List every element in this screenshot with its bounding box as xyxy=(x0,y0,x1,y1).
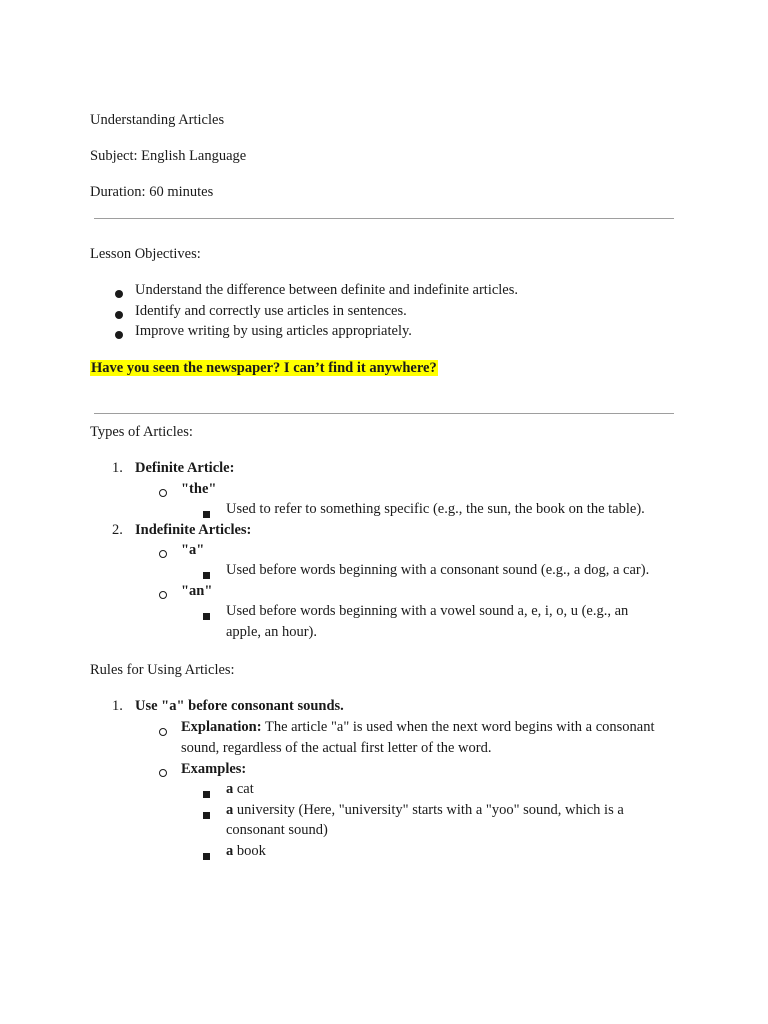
bullet-circle-icon xyxy=(159,765,167,782)
example-item xyxy=(226,780,254,798)
bullet-disc-icon xyxy=(115,327,123,344)
explanation-label: Explanation: xyxy=(181,719,262,735)
highlighted-text: Have you seen the newspaper? I can’t find it anywhere? xyxy=(91,360,437,376)
objectives-heading: Lesson Objectives: xyxy=(90,246,201,262)
examples-label: Examples: xyxy=(181,761,247,777)
bullet-square-icon xyxy=(203,848,210,865)
example-article: a xyxy=(226,781,234,797)
list-number: 2. xyxy=(112,522,123,538)
indefinite-articles-label: Indefinite Articles: xyxy=(135,522,252,538)
bullet-circle-icon xyxy=(159,485,167,502)
list-number: 1. xyxy=(112,460,123,476)
article-detail: Used to refer to something specific (e.g., the sun, the book on the table). xyxy=(226,501,645,517)
article-term-an: "an" xyxy=(181,583,213,599)
example-text-continued: consonant sound) xyxy=(226,822,328,838)
bullet-square-icon xyxy=(203,786,210,803)
rule-explanation xyxy=(181,718,655,736)
example-item xyxy=(226,801,624,819)
example-item xyxy=(226,842,266,860)
article-detail: Used before words beginning with a consonant sound (e.g., a dog, a car). xyxy=(226,562,650,578)
article-term-a: "a" xyxy=(181,542,205,558)
objective-item: Identify and correctly use articles in sentences. xyxy=(135,303,407,319)
article-detail: Used before words beginning with a vowel sound a, e, i, o, u (e.g., an xyxy=(226,603,629,619)
bullet-disc-icon xyxy=(115,286,123,303)
explanation-text: The article "a" is used when the next word begins with a consonant xyxy=(261,719,655,735)
objective-item: Improve writing by using articles appropriately. xyxy=(135,323,412,339)
divider xyxy=(94,413,674,414)
bullet-square-icon xyxy=(203,608,210,625)
article-detail-continued: apple, an hour). xyxy=(226,624,317,640)
article-term-the: "the" xyxy=(181,481,217,497)
duration-line: Duration: 60 minutes xyxy=(90,184,214,200)
explanation-text-continued: sound, regardless of the actual first letter of the word. xyxy=(181,740,492,756)
bullet-circle-icon xyxy=(159,546,167,563)
bullet-circle-icon xyxy=(159,724,167,741)
document-title: Understanding Articles xyxy=(90,112,225,128)
bullet-square-icon xyxy=(203,807,210,824)
rule-label: Use "a" before consonant sounds. xyxy=(135,698,344,714)
definite-article-label: Definite Article: xyxy=(135,460,235,476)
example-text: book xyxy=(233,843,266,859)
bullet-circle-icon xyxy=(159,587,167,604)
subject-line: Subject: English Language xyxy=(90,148,247,164)
types-heading: Types of Articles: xyxy=(90,424,193,440)
example-article: a xyxy=(226,802,234,818)
objective-item: Understand the difference between definite and indefinite articles. xyxy=(135,282,519,298)
example-article: a xyxy=(226,843,234,859)
list-number: 1. xyxy=(112,698,123,714)
example-text: cat xyxy=(233,781,254,797)
rules-heading: Rules for Using Articles: xyxy=(90,662,235,678)
example-text: university (Here, "university" starts with a "yoo" sound, which is a xyxy=(233,802,624,818)
bullet-disc-icon xyxy=(115,307,123,324)
highlighted-question xyxy=(90,359,438,377)
divider xyxy=(94,218,674,219)
